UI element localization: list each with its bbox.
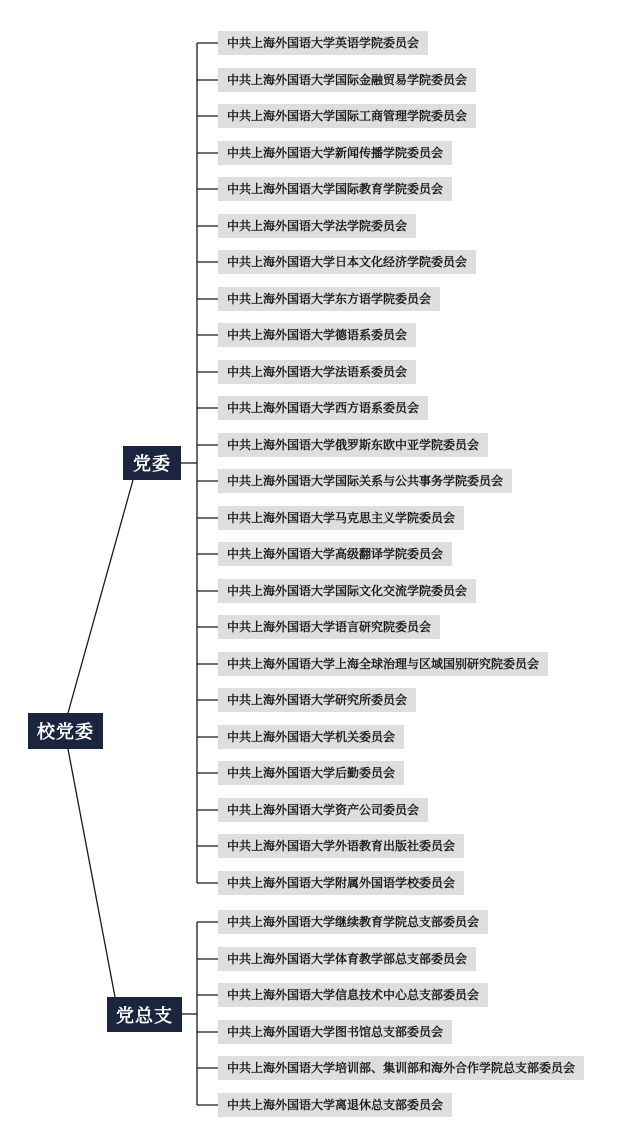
root-to-dangwei-line	[68, 480, 133, 713]
dangwei-item: 中共上海外国语大学国际关系与公共事务学院委员会	[218, 469, 512, 493]
dangzongzhi-item: 中共上海外国语大学体育教学部总支部委员会	[218, 947, 476, 971]
dangwei-item: 中共上海外国语大学法学院委员会	[218, 214, 416, 238]
dangwei-item: 中共上海外国语大学西方语系委员会	[218, 396, 428, 420]
dangwei-item: 中共上海外国语大学东方语学院委员会	[218, 287, 440, 311]
dangwei-item: 中共上海外国语大学国际文化交流学院委员会	[218, 579, 476, 603]
dangwei-item: 中共上海外国语大学外语教育出版社委员会	[218, 834, 464, 858]
dangwei-item: 中共上海外国语大学后勤委员会	[218, 761, 404, 785]
group-node-dangzongzhi: 党总支	[107, 997, 182, 1032]
dangzongzhi-item: 中共上海外国语大学培训部、集训部和海外合作学院总支部委员会	[218, 1056, 584, 1080]
dangzongzhi-item: 中共上海外国语大学离退休总支部委员会	[218, 1093, 452, 1117]
dangzongzhi-item: 中共上海外国语大学继续教育学院总支部委员会	[218, 910, 488, 934]
dangzongzhi-item: 中共上海外国语大学信息技术中心总支部委员会	[218, 983, 488, 1007]
root-node: 校党委	[28, 713, 103, 749]
dangwei-item: 中共上海外国语大学机关委员会	[218, 725, 404, 749]
dangwei-item: 中共上海外国语大学语言研究院委员会	[218, 615, 440, 639]
dangwei-item: 中共上海外国语大学德语系委员会	[218, 323, 416, 347]
dangwei-item: 中共上海外国语大学资产公司委员会	[218, 798, 428, 822]
dangwei-item: 中共上海外国语大学研究所委员会	[218, 688, 416, 712]
dangwei-item: 中共上海外国语大学俄罗斯东欧中亚学院委员会	[218, 433, 488, 457]
dangwei-item: 中共上海外国语大学日本文化经济学院委员会	[218, 250, 476, 274]
dangwei-item: 中共上海外国语大学上海全球治理与区域国别研究院委员会	[218, 652, 548, 676]
dangwei-item: 中共上海外国语大学国际金融贸易学院委员会	[218, 68, 476, 92]
dangwei-item: 中共上海外国语大学英语学院委员会	[218, 31, 428, 55]
dangwei-item: 中共上海外国语大学马克思主义学院委员会	[218, 506, 464, 530]
root-to-dangzongzhi-line	[68, 749, 115, 997]
dangwei-item: 中共上海外国语大学新闻传播学院委员会	[218, 141, 452, 165]
dangwei-item: 中共上海外国语大学国际工商管理学院委员会	[218, 104, 476, 128]
dangwei-item: 中共上海外国语大学高级翻译学院委员会	[218, 542, 452, 566]
dangwei-item: 中共上海外国语大学法语系委员会	[218, 360, 416, 384]
dangzongzhi-item: 中共上海外国语大学图书馆总支部委员会	[218, 1020, 452, 1044]
dangwei-item: 中共上海外国语大学附属外国语学校委员会	[218, 871, 464, 895]
group-node-dangwei: 党委	[123, 446, 181, 480]
dangwei-item: 中共上海外国语大学国际教育学院委员会	[218, 177, 452, 201]
